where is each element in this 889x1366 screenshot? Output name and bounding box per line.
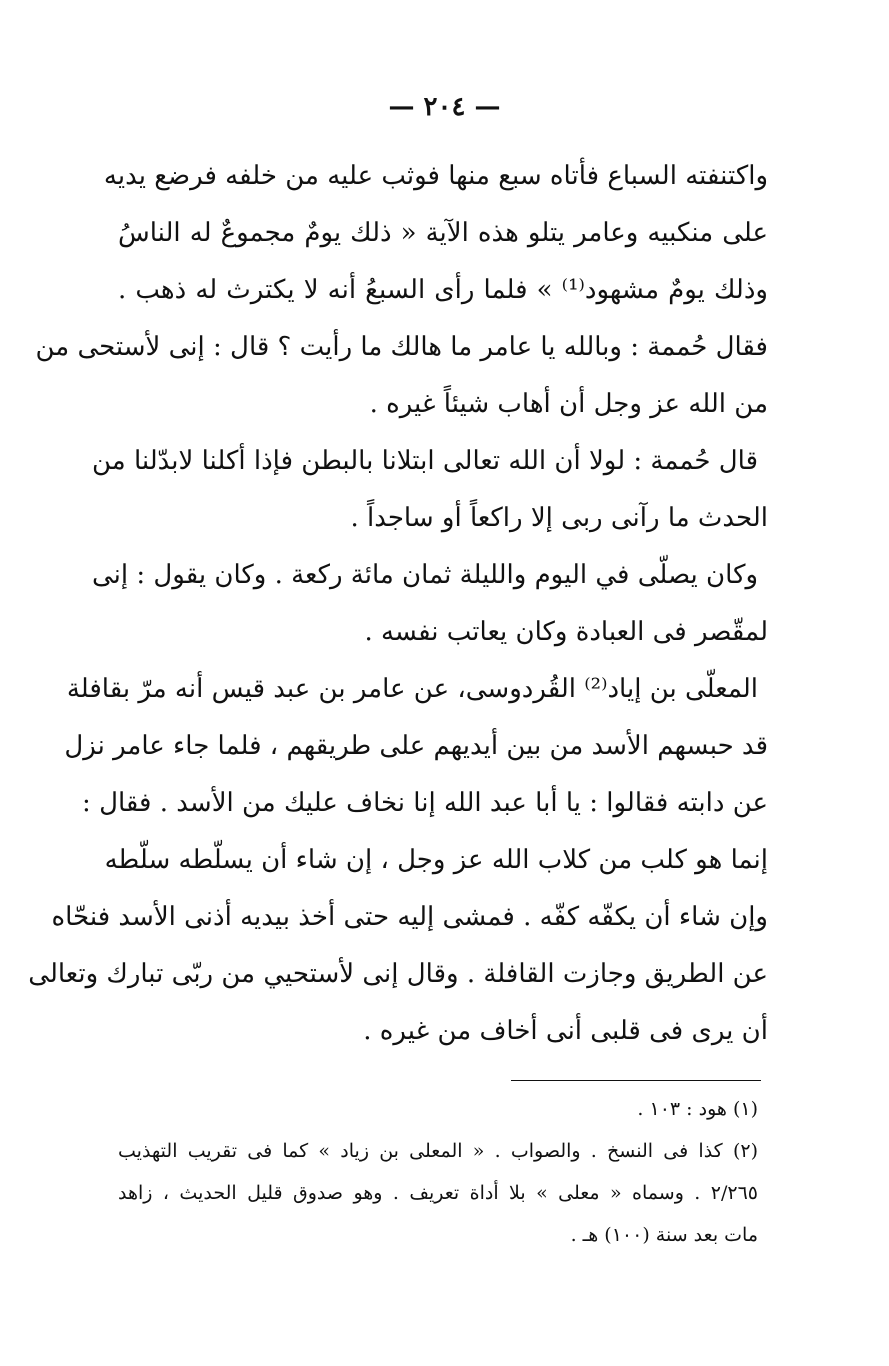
- footnote-2-line-2: ٢/٢٦٥ . وسماه « معلى » بلا أداة تعريف . وهو صدوق قليل الحديث ، زاهد: [118, 1182, 758, 1204]
- text-line-8: وكان يصلّى في اليوم والليلة ثمان مائة ركعة . وكان يقول : إنى: [91, 560, 758, 590]
- text-line-6: قال حُممة : لولا أن الله تعالى ابتلانا بالبطن فإذا أكلنا لابدّلنا من: [91, 446, 758, 476]
- footnote-2-line-3: مات بعد سنة (١٠٠) هـ .: [570, 1224, 758, 1246]
- text-line-12: عن دابته فقالوا : يا أبا عبد الله إنا نخاف عليك من الأسد . فقال :: [82, 788, 768, 818]
- text-line-11: قد حبسهم الأسد من بين أيديهم على طريقهم ، فلما جاء عامر نزل: [64, 731, 768, 761]
- text-line-13: إنما هو كلب من كلاب الله عز وجل ، إن شاء أن يسلّطه سلّطه: [104, 845, 768, 875]
- text-line-1: واكتنفته السباع فأتاه سبع منها فوثب عليه من خلفه فرضع يديه: [103, 161, 768, 191]
- text-line-2: على منكبيه وعامر يتلو هذه الآية « ذلك يومٌ مجموعٌ له الناسُ: [118, 218, 768, 248]
- footnotes: [118, 1088, 758, 1256]
- footnote-1: (١) هود : ١٠٣ .: [637, 1098, 758, 1120]
- main-text: [28, 148, 768, 1060]
- text-line-5: من الله عز وجل أن أهاب شيئاً غيره .: [369, 389, 768, 419]
- text-line-10: المعلّى بن إياد⁽²⁾ القُردوسى، عن عامر بن عبد قيس أنه مرّ بقافلة: [66, 674, 758, 704]
- text-line-9: لمقّصر فى العبادة وكان يعاتب نفسه .: [364, 617, 768, 647]
- text-line-3: وذلك يومٌ مشهود⁽¹⁾ » فلما رأى السبعُ أنه لا يكترث له ذهب .: [118, 275, 768, 305]
- text-line-16: أن يرى فى قلبى أنى أخاف من غيره .: [363, 1016, 768, 1046]
- page-number: — ٢٠٤ —: [388, 92, 501, 122]
- text-line-4: فقال حُممة : وبالله يا عامر ما هالك ما رأيت ؟ قال : إنى لأستحى من: [35, 332, 768, 362]
- text-line-7: الحدث ما رآنى ربى إلا راكعاً أو ساجداً .: [350, 503, 768, 533]
- text-line-15: عن الطريق وجازت القافلة . وقال إنى لأستحيي من ربّى تبارك وتعالى: [28, 959, 768, 989]
- footnote-divider: [511, 1080, 761, 1081]
- footnote-2-line-1: (٢) كذا فى النسخ . والصواب . « المعلى بن زياد » كما فى تقريب التهذيب: [118, 1140, 758, 1162]
- text-line-14: وإن شاء أن يكفّه كفّه . فمشى إليه حتى أخذ بيديه أذنى الأسد فنحّاه: [51, 902, 768, 932]
